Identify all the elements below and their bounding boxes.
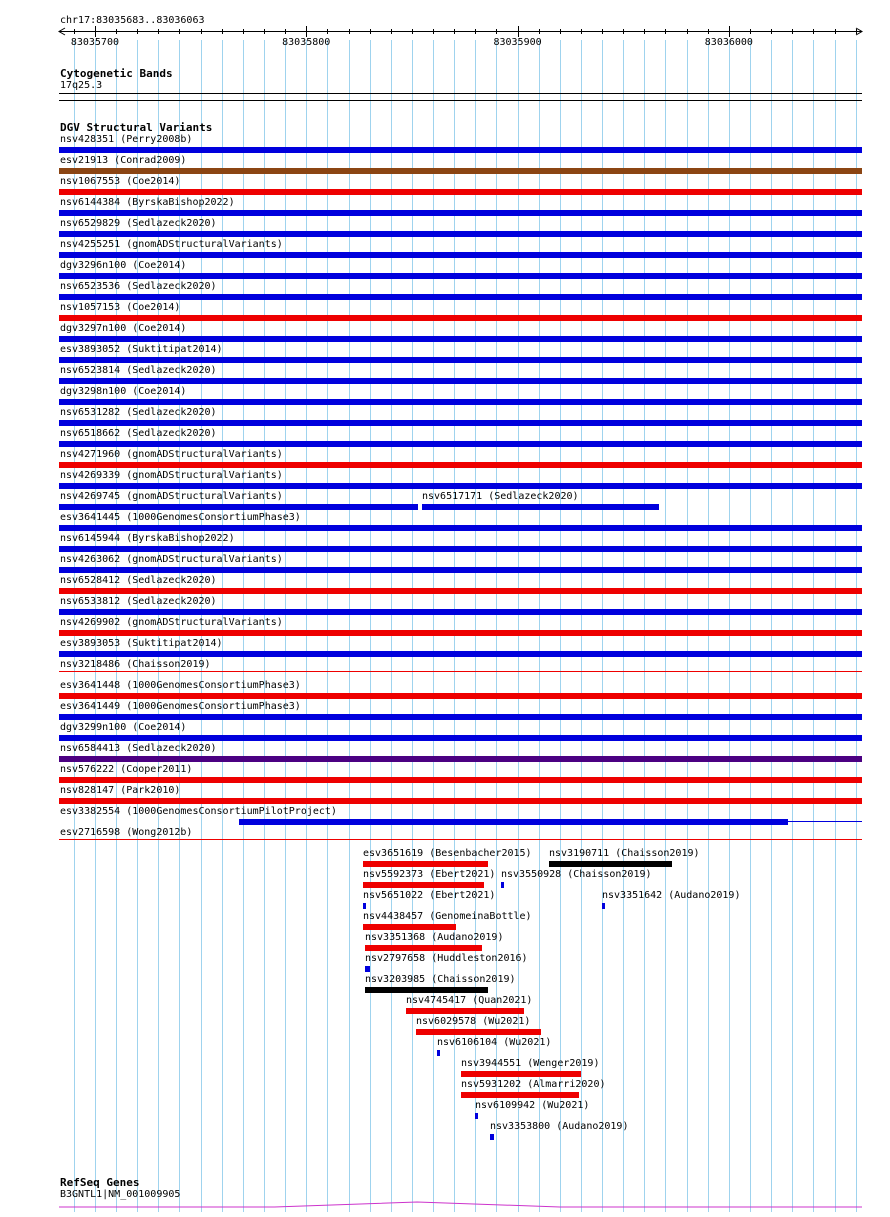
variant-bar[interactable] bbox=[59, 252, 862, 258]
variant-label[interactable]: nsv2797658 (Huddleston2016) bbox=[365, 953, 528, 964]
variant-label[interactable]: nsv4263062 (gnomADStructuralVariants) bbox=[60, 554, 283, 565]
variant-label[interactable]: nsv4255251 (gnomADStructuralVariants) bbox=[60, 239, 283, 250]
variant-label[interactable]: nsv6584413 (Sedlazeck2020) bbox=[60, 743, 217, 754]
variant-label[interactable]: nsv4271960 (gnomADStructuralVariants) bbox=[60, 449, 283, 460]
variant-bar[interactable] bbox=[239, 819, 788, 825]
variant-bar[interactable] bbox=[363, 924, 456, 930]
refseq-track-title: RefSeq Genes bbox=[60, 1176, 140, 1189]
variant-label[interactable]: esv3651619 (Besenbacher2015) bbox=[363, 848, 532, 859]
variant-label[interactable]: nsv4745417 (Quan2021) bbox=[406, 995, 533, 1006]
variant-bar-extension[interactable] bbox=[788, 821, 862, 822]
variant-label[interactable]: nsv5651022 (Ebert2021) bbox=[363, 890, 496, 901]
variant-bar[interactable] bbox=[59, 168, 862, 174]
variant-bar[interactable] bbox=[59, 399, 862, 405]
variant-label[interactable]: esv3641449 (1000GenomesConsortiumPhase3) bbox=[60, 701, 301, 712]
variant-label[interactable]: nsv3351642 (Audano2019) bbox=[602, 890, 741, 901]
variant-bar[interactable] bbox=[416, 1029, 541, 1035]
variant-label[interactable]: nsv6529829 (Sedlazeck2020) bbox=[60, 218, 217, 229]
variant-bar[interactable] bbox=[59, 231, 862, 237]
variant-bar[interactable] bbox=[59, 357, 862, 363]
variant-bar[interactable] bbox=[363, 882, 484, 888]
variant-bar[interactable] bbox=[59, 210, 862, 216]
variant-label[interactable]: nsv6533812 (Sedlazeck2020) bbox=[60, 596, 217, 607]
variant-bar[interactable] bbox=[59, 189, 862, 195]
variant-label[interactable]: nsv6145944 (ByrskaBishop2022) bbox=[60, 533, 235, 544]
variant-label[interactable]: nsv428351 (Perry2008b) bbox=[60, 134, 193, 145]
variant-bar[interactable] bbox=[59, 651, 862, 657]
variant-label[interactable]: esv3641445 (1000GenomesConsortiumPhase3) bbox=[60, 512, 301, 523]
region-label: chr17:83035683..83036063 bbox=[60, 15, 205, 26]
variant-label[interactable]: nsv3550928 (Chaisson2019) bbox=[501, 869, 652, 880]
variant-label[interactable]: nsv4438457 (GenomeinaBottle) bbox=[363, 911, 532, 922]
variant-bar[interactable] bbox=[59, 588, 862, 594]
variant-label[interactable]: nsv3351368 (Audano2019) bbox=[365, 932, 504, 943]
gene-label[interactable]: B3GNTL1|NM_001009905 bbox=[60, 1189, 181, 1200]
cytoband-track-title: Cytogenetic Bands bbox=[60, 67, 173, 80]
variant-label[interactable]: nsv576222 (Cooper2011) bbox=[60, 764, 193, 775]
variant-bar[interactable] bbox=[59, 441, 862, 447]
variant-bar[interactable] bbox=[59, 630, 862, 636]
variant-bar[interactable] bbox=[59, 315, 862, 321]
variant-bar[interactable] bbox=[59, 714, 862, 720]
variant-bar[interactable] bbox=[363, 861, 488, 867]
variant-bar[interactable] bbox=[59, 336, 862, 342]
variant-label[interactable]: nsv6518662 (Sedlazeck2020) bbox=[60, 428, 217, 439]
variant-bar[interactable] bbox=[475, 1113, 478, 1119]
variant-label[interactable]: dgv3299n100 (Coe2014) bbox=[60, 722, 187, 733]
variant-bar[interactable] bbox=[59, 462, 862, 468]
variant-label[interactable]: esv2716598 (Wong2012b) bbox=[60, 827, 193, 838]
variant-bar[interactable] bbox=[461, 1092, 579, 1098]
variant-label[interactable]: esv3893052 (Suktitipat2014) bbox=[60, 344, 223, 355]
variant-label[interactable]: nsv6106104 (Wu2021) bbox=[437, 1037, 552, 1048]
variant-label[interactable]: nsv6523536 (Sedlazeck2020) bbox=[60, 281, 217, 292]
variant-bar[interactable] bbox=[59, 777, 862, 783]
variant-label[interactable]: esv3382554 (1000GenomesConsortiumPilotProject) bbox=[60, 806, 337, 817]
variant-bar[interactable] bbox=[59, 546, 862, 552]
variant-bar[interactable] bbox=[59, 420, 862, 426]
variant-bar[interactable] bbox=[437, 1050, 440, 1056]
variant-label[interactable]: nsv6029578 (Wu2021) bbox=[416, 1016, 531, 1027]
dgv-track-title: DGV Structural Variants bbox=[60, 121, 213, 134]
variant-label[interactable]: nsv1057153 (Coe2014) bbox=[60, 302, 181, 313]
variant-bar[interactable] bbox=[365, 945, 482, 951]
variant-bar[interactable] bbox=[59, 483, 862, 489]
gene-intron-line[interactable] bbox=[59, 1202, 862, 1207]
variant-label[interactable]: nsv5931202 (Almarri2020) bbox=[461, 1079, 606, 1090]
cytoband-label: 17q25.3 bbox=[60, 80, 103, 91]
variant-bar[interactable] bbox=[59, 756, 862, 762]
variant-bar[interactable] bbox=[501, 882, 504, 888]
variant-bar[interactable] bbox=[461, 1071, 581, 1077]
variant-bar[interactable] bbox=[59, 798, 862, 804]
variant-label[interactable]: nsv4269339 (gnomADStructuralVariants) bbox=[60, 470, 283, 481]
variant-bar[interactable] bbox=[59, 294, 862, 300]
variant-label[interactable]: nsv4269745 (gnomADStructuralVariants) bbox=[60, 491, 283, 502]
variant-bar[interactable] bbox=[59, 609, 862, 615]
ruler-tick-label: 83035800 bbox=[282, 37, 331, 48]
variant-label[interactable]: nsv6517171 (Sedlazeck2020) bbox=[422, 491, 579, 502]
variant-bar[interactable] bbox=[59, 693, 862, 699]
variant-bar[interactable] bbox=[59, 147, 862, 153]
variant-label[interactable]: nsv6531282 (Sedlazeck2020) bbox=[60, 407, 217, 418]
gene-model[interactable] bbox=[0, 1198, 890, 1212]
variant-label[interactable]: nsv3353800 (Audano2019) bbox=[490, 1121, 629, 1132]
variant-label[interactable]: nsv6528412 (Sedlazeck2020) bbox=[60, 575, 217, 586]
variant-label[interactable]: nsv1067553 (Coe2014) bbox=[60, 176, 181, 187]
variant-bar[interactable] bbox=[365, 987, 488, 993]
variant-label[interactable]: nsv6523814 (Sedlazeck2020) bbox=[60, 365, 217, 376]
variant-label[interactable]: dgv3297n100 (Coe2014) bbox=[60, 323, 187, 334]
variant-label[interactable]: dgv3298n100 (Coe2014) bbox=[60, 386, 187, 397]
variant-bar[interactable] bbox=[365, 966, 370, 972]
variant-label[interactable]: nsv828147 (Park2010) bbox=[60, 785, 181, 796]
variant-label[interactable]: nsv3218486 (Chaisson2019) bbox=[60, 659, 211, 670]
ruler-tick-label: 83036000 bbox=[704, 37, 753, 48]
variant-bar[interactable] bbox=[549, 861, 672, 867]
variant-label[interactable]: esv3893053 (Suktitipat2014) bbox=[60, 638, 223, 649]
variant-bar[interactable] bbox=[59, 671, 862, 672]
ruler-tick-label: 83035900 bbox=[493, 37, 542, 48]
variant-bar[interactable] bbox=[406, 1008, 524, 1014]
variant-bar[interactable] bbox=[422, 504, 659, 510]
variant-bar[interactable] bbox=[602, 903, 605, 909]
variant-label[interactable]: nsv3203985 (Chaisson2019) bbox=[365, 974, 516, 985]
variant-bar[interactable] bbox=[59, 735, 862, 741]
variant-label[interactable]: nsv6144384 (ByrskaBishop2022) bbox=[60, 197, 235, 208]
cytoband-band[interactable] bbox=[59, 93, 862, 94]
variant-bar[interactable] bbox=[59, 378, 862, 384]
variant-label[interactable]: esv21913 (Conrad2009) bbox=[60, 155, 187, 166]
coordinate-ruler[interactable] bbox=[0, 0, 890, 50]
variant-bar[interactable] bbox=[59, 504, 418, 510]
variant-bar[interactable] bbox=[59, 273, 862, 279]
variant-label[interactable]: dgv3296n100 (Coe2014) bbox=[60, 260, 187, 271]
variant-label[interactable]: nsv4269902 (gnomADStructuralVariants) bbox=[60, 617, 283, 628]
variant-bar[interactable] bbox=[59, 839, 862, 840]
variant-bar[interactable] bbox=[59, 567, 862, 573]
variant-label[interactable]: nsv3190711 (Chaisson2019) bbox=[549, 848, 700, 859]
track-divider bbox=[59, 100, 862, 101]
variant-label[interactable]: nsv5592373 (Ebert2021) bbox=[363, 869, 496, 880]
ruler-tick-label: 83035700 bbox=[70, 37, 120, 48]
variant-label[interactable]: nsv6109942 (Wu2021) bbox=[475, 1100, 590, 1111]
variant-bar[interactable] bbox=[59, 525, 862, 531]
variant-bar[interactable] bbox=[363, 903, 366, 909]
variant-label[interactable]: esv3641448 (1000GenomesConsortiumPhase3) bbox=[60, 680, 301, 691]
variant-bar[interactable] bbox=[490, 1134, 494, 1140]
variant-label[interactable]: nsv3944551 (Wenger2019) bbox=[461, 1058, 600, 1069]
